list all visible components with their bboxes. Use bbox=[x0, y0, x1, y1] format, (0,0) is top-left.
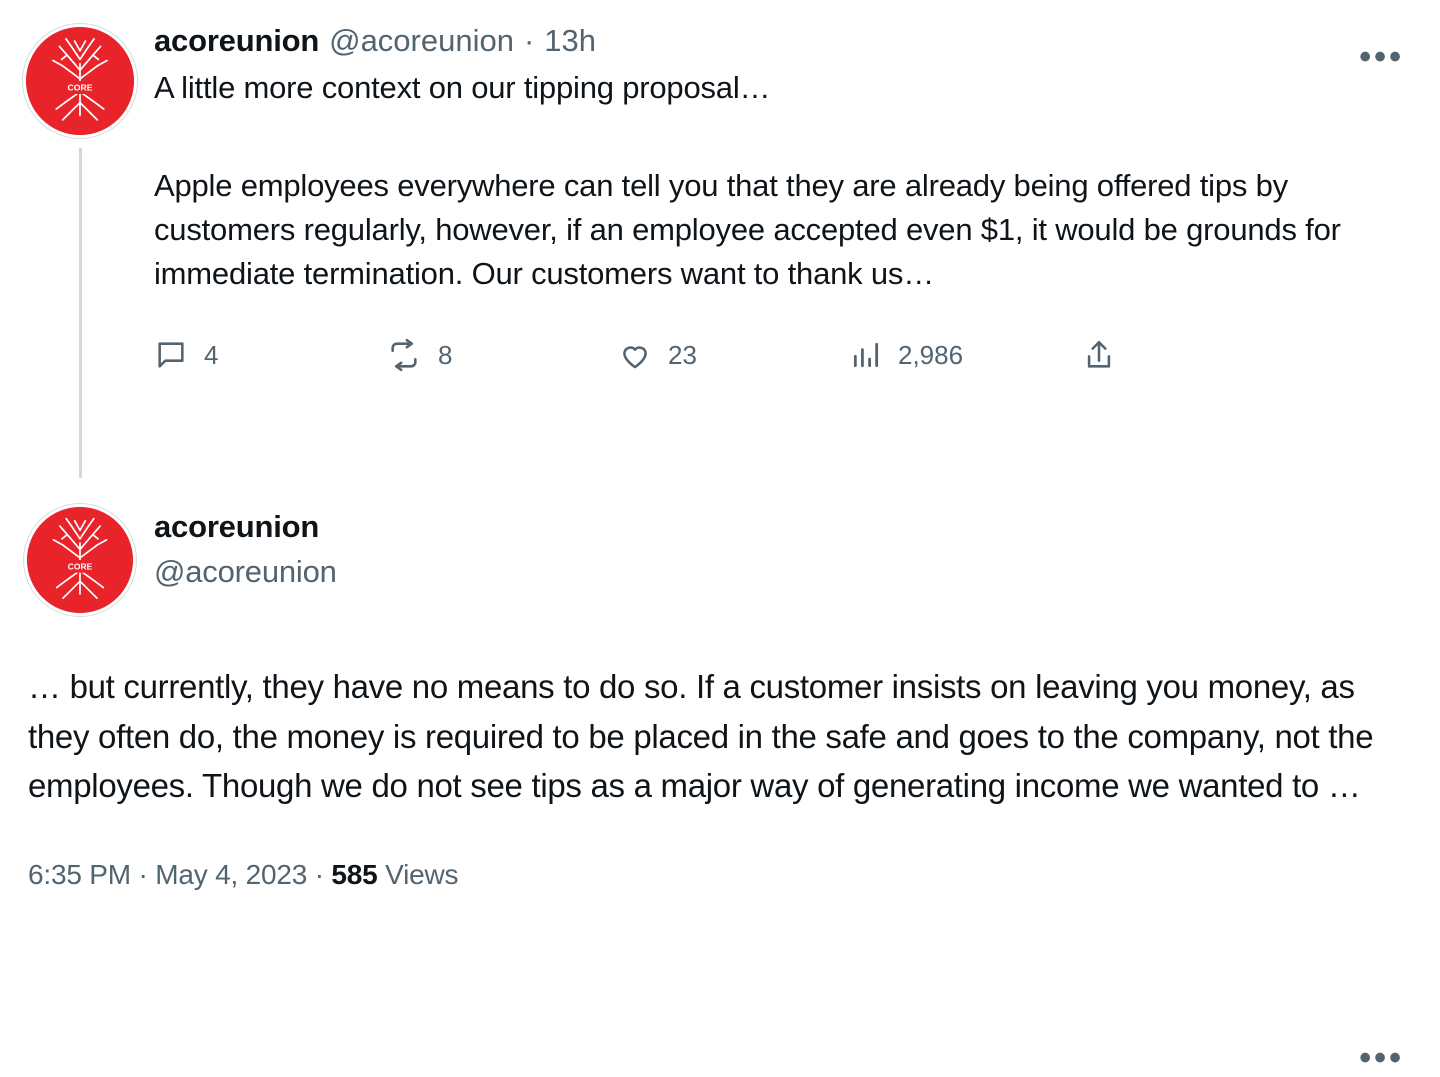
tweet-action-bar bbox=[154, 338, 1214, 372]
avatar-column-2 bbox=[24, 504, 136, 616]
footer-separator-1: · bbox=[138, 858, 148, 890]
retweet-action[interactable] bbox=[386, 338, 618, 372]
thread-connector-line bbox=[79, 148, 82, 478]
author-handle[interactable]: @acoreunion bbox=[329, 23, 514, 58]
share-action[interactable] bbox=[1082, 338, 1116, 372]
svg-text:CORE: CORE bbox=[67, 82, 93, 93]
reply-action[interactable] bbox=[154, 338, 386, 372]
footer-views-label: Views bbox=[385, 858, 459, 890]
share-icon bbox=[1082, 338, 1116, 372]
tweet-secondary-text: … but currently, they have no means to do so. If a customer insists on leaving you money, as they often do, the money is required to be placed in the safe and goes to the company, not the employees. Though we do not see tips as a major way of generating income we wanted to … bbox=[28, 668, 1374, 804]
footer-views-count: 585 bbox=[331, 858, 378, 890]
tweet-footer-meta bbox=[24, 859, 1410, 891]
svg-text:CORE: CORE bbox=[67, 561, 93, 572]
reply-count: 4 bbox=[204, 339, 219, 370]
author-display-name-2[interactable]: acoreunion bbox=[154, 509, 320, 544]
tweet-text: A little more context on our tipping proposal… bbox=[154, 70, 771, 106]
author-block-2 bbox=[136, 504, 337, 593]
tweet-more-options-button-2[interactable]: ••• bbox=[1359, 1039, 1404, 1077]
tweet-continuation-text: Apple employees everywhere can tell you that they are already being offered tips by customers regularly, however, if an employee accepted even $1, it would be grounds for immediate termination. Our customers want to thank us… bbox=[154, 168, 1341, 292]
tweet-secondary-header bbox=[24, 504, 1410, 616]
author-row bbox=[154, 24, 1410, 58]
tweet-timestamp[interactable]: 13h bbox=[544, 23, 597, 58]
footer-time: 6:35 PM bbox=[28, 858, 131, 890]
separator-dot: · bbox=[523, 23, 535, 58]
reply-icon bbox=[154, 338, 188, 372]
retweet-count: 8 bbox=[438, 339, 453, 370]
tweet-primary[interactable] bbox=[0, 0, 1440, 478]
tweet-more-options-button[interactable]: ••• bbox=[1359, 38, 1404, 76]
tweet-content bbox=[136, 24, 1410, 372]
avatar-column bbox=[24, 24, 136, 478]
like-count: 23 bbox=[668, 339, 697, 370]
author-display-name[interactable]: acoreunion bbox=[154, 23, 320, 58]
like-action[interactable] bbox=[618, 338, 850, 372]
acoreunion-logo-icon bbox=[27, 507, 133, 613]
acoreunion-logo-icon bbox=[26, 27, 134, 135]
avatar-2[interactable] bbox=[24, 504, 136, 616]
avatar[interactable] bbox=[23, 24, 137, 138]
footer-separator-2: · bbox=[314, 858, 324, 890]
views-count: 2,986 bbox=[898, 339, 964, 370]
retweet-icon bbox=[386, 338, 422, 372]
tweet-secondary[interactable] bbox=[0, 504, 1440, 1077]
views-icon bbox=[850, 339, 882, 371]
views-action[interactable] bbox=[850, 339, 1082, 371]
like-icon bbox=[618, 338, 652, 372]
author-handle-2[interactable]: @acoreunion bbox=[154, 553, 337, 589]
footer-date: May 4, 2023 bbox=[155, 858, 308, 890]
